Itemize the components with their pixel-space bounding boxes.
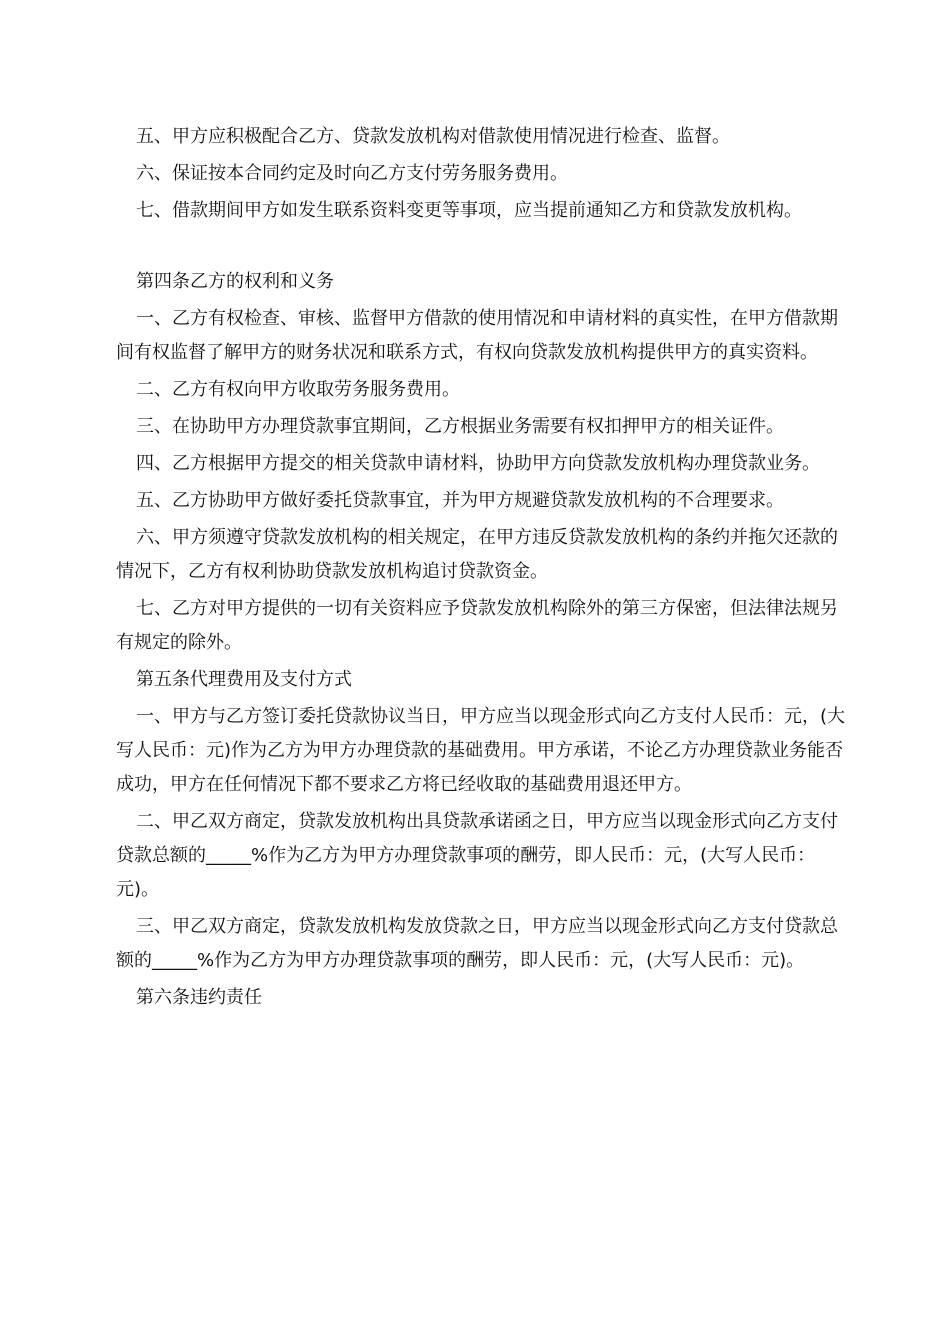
section-spacer <box>116 231 846 265</box>
clause-5-1: 一、甲方与乙方签订委托贷款协议当日，甲方应当以现金形式向乙方支付人民币：元，(大写人民币：元)作为乙方为甲方办理贷款的基础费用。甲方承诺，不论乙方办理贷款业务能否成功，甲方在任何情况下都不要求乙方将已经收取的基础费用退还甲方。 <box>116 706 846 795</box>
clause-4-7: 七、乙方对甲方提供的一切有关资料应予贷款发放机构除外的第三方保密，但法律法规另有规定的除外。 <box>116 598 838 653</box>
clause-4-6: 六、甲方须遵守贷款发放机构的相关规定，在甲方违反贷款发放机构的条约并拖欠还款的情况下，乙方有权利协助贷款发放机构追讨贷款资金。 <box>116 527 838 582</box>
section-5-title: 第五条代理费用及支付方式 <box>136 669 352 690</box>
clause-3-7: 七、借款期间甲方如发生联系资料变更等事项，应当提前通知乙方和贷款发放机构。 <box>136 200 802 221</box>
clause-3-5: 五、甲方应积极配合乙方、贷款发放机构对借款使用情况进行检查、监督。 <box>136 126 730 147</box>
clause-4-4: 四、乙方根据甲方提交的相关贷款申请材料，协助甲方向贷款发放机构办理贷款业务。 <box>136 453 820 474</box>
clause-4-5: 五、乙方协助甲方做好委托贷款事宜，并为甲方规避贷款发放机构的不合理要求。 <box>136 490 784 511</box>
clause-4-2: 二、乙方有权向甲方收取劳务服务费用。 <box>136 379 460 400</box>
document-page <box>116 120 846 1018</box>
clause-5-3: 三、甲乙双方商定，贷款发放机构发放贷款之日，甲方应当以现金形式向乙方支付贷款总额的_____%作为乙方为甲方办理贷款事项的酬劳，即人民币：元，(大写人民币：元)。 <box>116 916 838 971</box>
section-6-title: 第六条违约责任 <box>136 987 262 1008</box>
clause-4-3: 三、在协助甲方办理贷款事宜期间，乙方根据业务需要有权扣押甲方的相关证件。 <box>136 416 784 437</box>
section-4-title: 第四条乙方的权利和义务 <box>136 271 334 292</box>
clause-3-6: 六、保证按本合同约定及时向乙方支付劳务服务费用。 <box>136 163 568 184</box>
clause-5-2: 二、甲乙双方商定，贷款发放机构出具贷款承诺函之日，甲方应当以现金形式向乙方支付贷款总额的_____%作为乙方为甲方办理贷款事项的酬劳，即人民币：元，(大写人民币：元)。 <box>116 811 838 900</box>
clause-4-1: 一、乙方有权检查、审核、监督甲方借款的使用情况和申请材料的真实性，在甲方借款期间有权监督了解甲方的财务状况和联系方式，有权向贷款发放机构提供甲方的真实资料。 <box>116 308 838 363</box>
